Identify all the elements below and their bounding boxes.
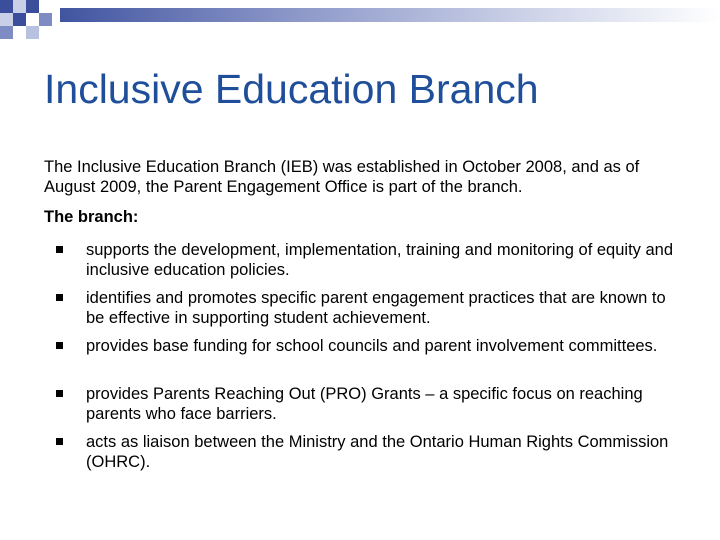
- bullet-text: identifies and promotes specific parent engagement practices that are known to be effective in supporting student achievement.: [86, 289, 666, 327]
- square-bullet-icon: [56, 246, 63, 253]
- list-item: [56, 432, 686, 480]
- bullet-text: supports the development, implementation, training and monitoring of equity and inclusive education policies.: [86, 241, 674, 279]
- square-bullet-icon: [56, 294, 63, 301]
- bullet-list: [56, 240, 686, 480]
- header-gradient-bar: [38, 8, 720, 22]
- list-item: [56, 240, 686, 288]
- intro-paragraph: The Inclusive Education Branch (IEB) was established in October 2008, and as of August 2009, the Parent Engagement Office is part of the branch.: [44, 158, 640, 196]
- list-item: [56, 336, 686, 384]
- branch-subheading: The branch:: [44, 208, 139, 226]
- slide-title: Inclusive Education Branch: [44, 66, 539, 112]
- checkered-squares-icon: [0, 0, 60, 44]
- bullet-text: provides base funding for school councils and parent involvement committees.: [86, 337, 658, 355]
- bullet-text: provides Parents Reaching Out (PRO) Grants – a specific focus on reaching parents who face barriers.: [86, 385, 643, 423]
- bullet-text: acts as liaison between the Ministry and the Ontario Human Rights Commission (OHRC).: [86, 433, 669, 471]
- square-bullet-icon: [56, 438, 63, 445]
- square-bullet-icon: [56, 390, 63, 397]
- list-item: [56, 288, 686, 336]
- list-item: [56, 384, 686, 432]
- square-bullet-icon: [56, 342, 63, 349]
